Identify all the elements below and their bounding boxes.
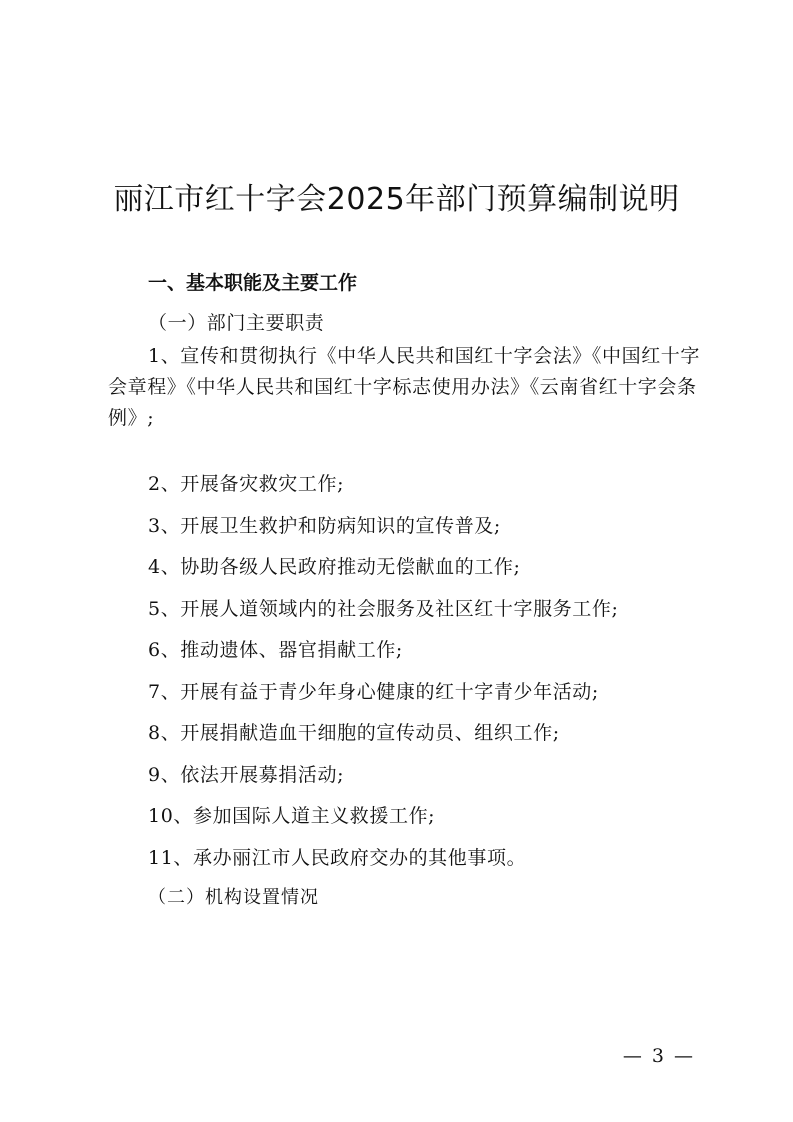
- section-heading-basic-functions: 一、基本职能及主要工作: [148, 272, 358, 294]
- subsection-heading-organization: （二）机构设置情况: [148, 887, 319, 908]
- duty-item-1: 1、宣传和贯彻执行《中华人民共和国红十字会法》《中国红十字会章程》《中华人民共和国红十字标志使用办法》《云南省红十字会条例》;: [108, 345, 700, 429]
- subsection-heading-main-duties: （一）部门主要职责: [148, 312, 325, 334]
- duty-item-6: 6、推动遗体、器官捐献工作;: [148, 639, 403, 661]
- duty-item-9: 9、依法开展募捐活动;: [148, 764, 345, 786]
- duty-item-7: 7、开展有益于青少年身心健康的红十字青少年活动;: [148, 681, 599, 703]
- duty-item-2: 2、开展备灾救灾工作;: [148, 473, 345, 495]
- duty-item-11: 11、承办丽江市人民政府交办的其他事项。: [148, 847, 527, 869]
- duty-item-10: 10、参加国际人道主义救援工作;: [148, 805, 436, 827]
- duty-item-4: 4、协助各级人民政府推动无偿献血的工作;: [148, 556, 521, 578]
- document-title: 丽江市红十字会2025年部门预算编制说明: [113, 182, 680, 217]
- page-number: — 3 —: [622, 1045, 695, 1067]
- duty-item-3: 3、开展卫生救护和防病知识的宣传普及;: [148, 515, 501, 537]
- duty-item-8: 8、开展捐献造血干细胞的宣传动员、组织工作;: [148, 722, 560, 744]
- duty-item-5: 5、开展人道领域内的社会服务及社区红十字服务工作;: [148, 598, 619, 620]
